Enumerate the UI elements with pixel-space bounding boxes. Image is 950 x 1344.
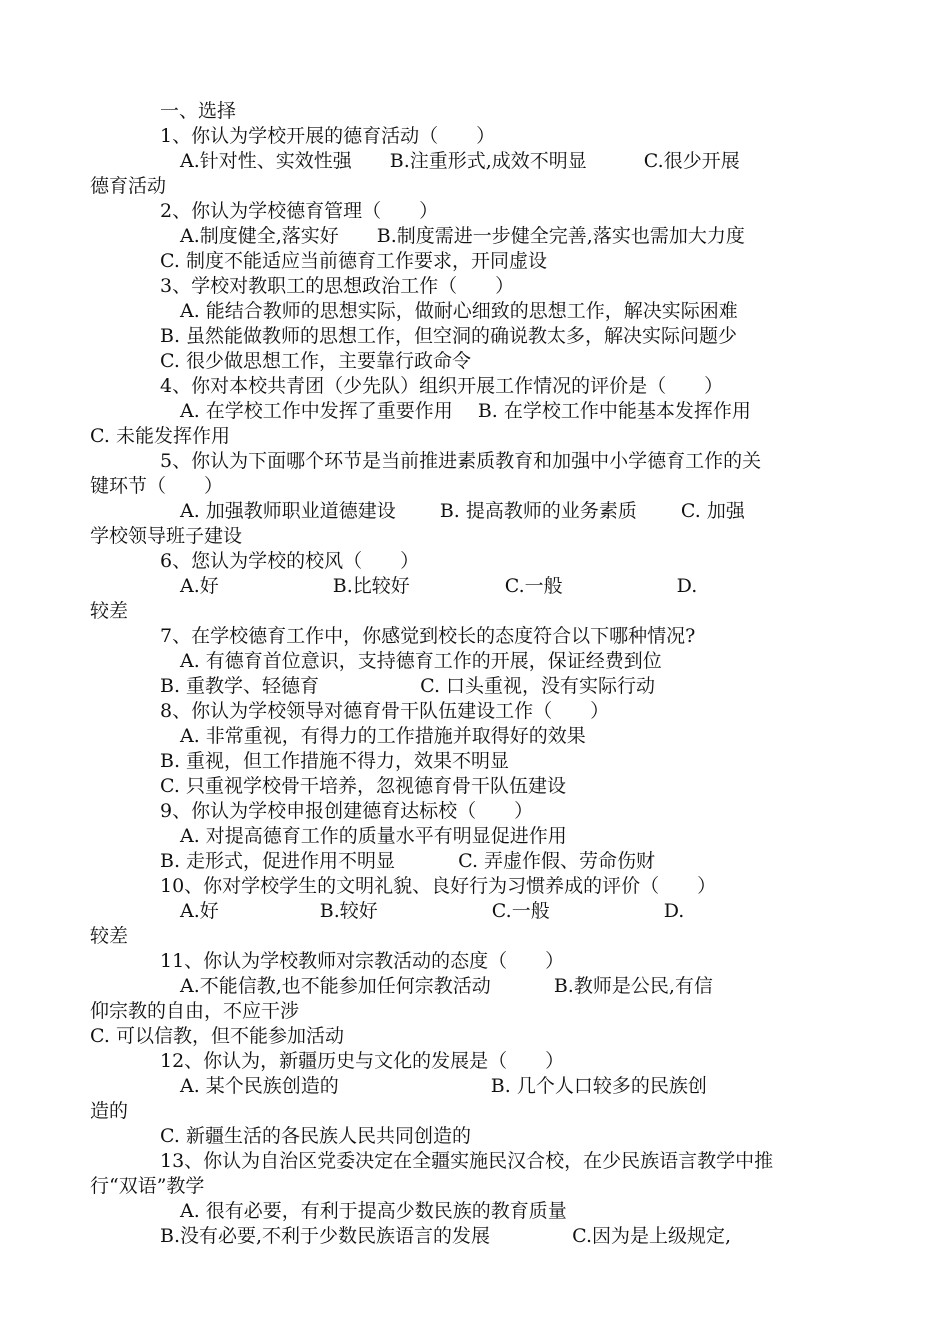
q9-options-bc: B. 走形式，促进作用不明显 C. 弄虚作假、劳命伤财 <box>160 850 656 872</box>
q6-options-cont: 较差 <box>90 600 129 622</box>
q3-option-a: A. 能结合教师的思想实际，做耐心细致的思想工作，解决实际困难 <box>180 300 738 322</box>
q7-option-a: A. 有德育首位意识，支持德育工作的开展，保证经费到位 <box>180 650 662 672</box>
q1-stem: 1、你认为学校开展的德育活动（ ） <box>160 125 496 147</box>
q11-option-c: C. 可以信教，但不能参加活动 <box>90 1025 344 1047</box>
q9-stem: 9、你认为学校申报创建德育达标校（ ） <box>160 800 534 822</box>
q1-options: A.针对性、实效性强 B.注重形式,成效不明显 C.很少开展 <box>180 150 740 172</box>
q8-option-a: A. 非常重视，有得力的工作措施并取得好的效果 <box>180 725 586 747</box>
q12-stem: 12、你认为，新疆历史与文化的发展是（ ） <box>160 1050 565 1072</box>
q7-stem: 7、在学校德育工作中，你感觉到校长的态度符合以下哪种情况? <box>160 625 696 647</box>
q11-stem: 11、你认为学校教师对宗教活动的态度（ ） <box>160 950 565 972</box>
q13-options-bc: B.没有必要,不利于少数民族语言的发展 C.因为是上级规定, <box>160 1225 732 1247</box>
q3-stem: 3、学校对教职工的思想政治工作（ ） <box>160 275 515 297</box>
q3-option-c: C. 很少做思想工作，主要靠行政命令 <box>160 350 471 372</box>
q8-stem: 8、你认为学校领导对德育骨干队伍建设工作（ ） <box>160 700 610 722</box>
q13-option-a: A. 很有必要，有利于提高少数民族的教育质量 <box>180 1200 567 1222</box>
q13-stem: 13、你认为自治区党委决定在全疆实施民汉合校，在少民族语言教学中推 <box>160 1150 774 1172</box>
q5-options: A. 加强教师职业道德建设 B. 提高教师的业务素质 C. 加强 <box>180 500 745 522</box>
q5-stem: 5、你认为下面哪个环节是当前推进素质教育和加强中小学德育工作的关 <box>160 450 762 472</box>
section-title: 一、选择 <box>160 100 237 122</box>
q6-options: A.好 B.比较好 C.一般 D. <box>180 575 698 597</box>
q4-options: A. 在学校工作中发挥了重要作用 B. 在学校工作中能基本发挥作用 <box>180 400 751 422</box>
q11-options-cont: 仰宗教的自由，不应干涉 <box>90 1000 300 1022</box>
q13-stem-cont: 行“双语”教学 <box>90 1175 205 1197</box>
q4-option-c: C. 未能发挥作用 <box>90 425 230 447</box>
q10-stem: 10、你对学校学生的文明礼貌、良好行为习惯养成的评价（ ） <box>160 875 717 897</box>
q3-option-b: B. 虽然能做教师的思想工作，但空洞的确说教太多，解决实际问题少 <box>160 325 738 347</box>
q7-options-bc: B. 重教学、轻德育 C. 口头重视，没有实际行动 <box>160 675 656 697</box>
q10-options-cont: 较差 <box>90 925 129 947</box>
q2-option-c: C. 制度不能适应当前德育工作要求，开同虚设 <box>160 250 547 272</box>
q12-options-cont: 造的 <box>90 1100 129 1122</box>
q11-options: A.不能信教,也不能参加任何宗教活动 B.教师是公民,有信 <box>180 975 713 997</box>
q1-options-cont: 德育活动 <box>90 175 167 197</box>
q12-options: A. 某个民族创造的 B. 几个人口较多的民族创 <box>180 1075 707 1097</box>
q4-stem: 4、你对本校共青团（少先队）组织开展工作情况的评价是（ ） <box>160 375 724 397</box>
q12-option-c: C. 新疆生活的各民族人民共同创造的 <box>160 1125 471 1147</box>
q5-options-cont: 学校领导班子建设 <box>90 525 243 547</box>
q2-stem: 2、你认为学校德育管理（ ） <box>160 200 439 222</box>
q9-option-a: A. 对提高德育工作的质量水平有明显促进作用 <box>180 825 567 847</box>
q6-stem: 6、您认为学校的校风（ ） <box>160 550 420 572</box>
q2-options: A.制度健全,落实好 B.制度需进一步健全完善,落实也需加大力度 <box>180 225 745 247</box>
q8-option-b: B. 重视，但工作措施不得力，效果不明显 <box>160 750 510 772</box>
q10-options: A.好 B.较好 C.一般 D. <box>180 900 685 922</box>
q8-option-c: C. 只重视学校骨干培养，忽视德育骨干队伍建设 <box>160 775 566 797</box>
q5-stem-cont: 键环节（ ） <box>90 475 224 497</box>
